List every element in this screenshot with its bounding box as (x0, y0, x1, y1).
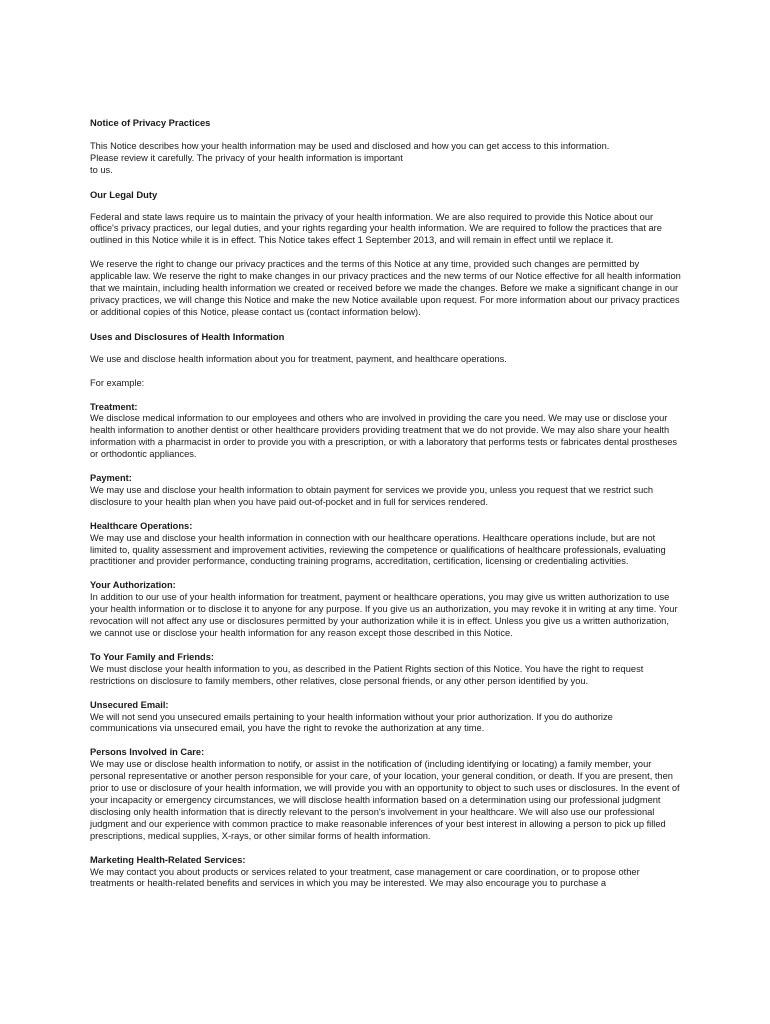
section-family-and-friends (90, 652, 682, 688)
uses-paragraph-1: We use and disclose health information about you for treatment, payment, and healthcare operations. (90, 353, 507, 364)
legal-duty-paragraph-1: Federal and state laws require us to maintain the privacy of your health information. We are also required to provide this Notice about our office's privacy practices, our legal duties, and your rights regarding your health information. We are required to follow the practices that are outlined in this Notice while it is in effect. This Notice takes effect 1 September 2013, and will remain in effect until we replace it. (90, 211, 662, 246)
section-payment (90, 473, 682, 509)
intro-line-3: to us. (90, 164, 113, 175)
section-text: We will not send you unsecured emails pertaining to your health information without your prior authorization. If you do authorize communications via unsecured email, you have the right to revoke the authorization at any time. (90, 711, 613, 734)
section-title: Unsecured Email: (90, 699, 169, 710)
section-title: Your Authorization: (90, 580, 176, 591)
section-text: We may use and disclose your health information in connection with our healthcare operations. Healthcare operations include, but are not limited to, quality assessment and improvement activities, reviewing the competence or qualifications of healthcare professionals, evaluating practitioner and provider performance, conducting training programs, accreditation, certification, licensing or credentialing activities. (90, 532, 666, 567)
section-text: We disclose medical information to our employees and others who are involved in providing the care you need. We may use or disclose your health information to another dentist or other healthcare providers providing treatment that we do not provide. We may also share your health information with a pharmacist in order to provide you with a prescription, or with a laboratory that performs tests or fabricates dental prostheses or orthodontic appliances. (90, 413, 678, 460)
intro-line-2: Please review it carefully. The privacy of your health information is important (90, 152, 403, 163)
section-title: Marketing Health-Related Services: (90, 854, 246, 865)
legal-duty-heading: Our Legal Duty (90, 188, 158, 200)
document-title: Notice of Privacy Practices (90, 117, 211, 128)
section-your-authorization (90, 580, 682, 640)
section-text: We must disclose your health information to you, as described in the Patient Rights section of this Notice. You have the right to request restrictions on disclosure to family members, other relatives, close personal friends, or any other person identified by you. (90, 663, 644, 686)
uses-paragraph-2: For example: (90, 377, 145, 388)
section-marketing-health-related-services (90, 855, 682, 891)
section-title: Persons Involved in Care: (90, 747, 205, 758)
section-text: We may contact you about products or services related to your treatment, case management or care coordination, or to propose other treatments or health-related benefits and services in which you may be interested. We may also encourage you to purchase a (90, 866, 640, 889)
legal-duty-paragraph-2: We reserve the right to change our privacy practices and the terms of this Notice at any time, provided such changes are permitted by applicable law. We reserve the right to make changes in our privacy practices and the new terms of our Notice effective for all health information that we maintain, including health information we created or received before we made the changes. Before we make a significant change in our privacy practices, we will change this Notice and make the new Notice available upon request. For more information about our privacy practices or additional copies of this Notice, please contact us (contact information below). (90, 259, 681, 317)
section-title: To Your Family and Friends: (90, 651, 214, 662)
intro-paragraph (90, 141, 682, 177)
intro-line-1: This Notice describes how your health information may be used and disclosed and how you can get access to this information. (90, 140, 610, 151)
section-title: Healthcare Operations: (90, 520, 193, 531)
section-title: Treatment: (90, 401, 138, 412)
section-persons-involved-in-care (90, 747, 682, 842)
document-content (90, 117, 682, 902)
section-title: Payment: (90, 473, 132, 484)
uses-heading: Uses and Disclosures of Health Information (90, 330, 285, 342)
section-healthcare-operations (90, 521, 682, 569)
section-unsecured-email (90, 700, 682, 736)
section-text: We may use and disclose your health information to obtain payment for services we provide you, unless you request that we restrict such disclosure to your health plan when you have paid out-of-pocket and in full for services rendered. (90, 484, 654, 507)
section-treatment (90, 402, 682, 462)
section-text: We may use or disclose health information to notify, or assist in the notification of (including identifying or locating) a family member, your personal representative or another person responsible for your care, of your location, your general condition, or death. If you are present, then prior to use or disclosure of your health information, we will provide you with an opportunity to object to such uses or disclosures. In the event of your incapacity or emergency circumstances, we will disclose health information based on a determination using our professional judgment disclosing only health information that is directly relevant to the person's involvement in your healthcare. We will also use our professional judgment and our experience with common practice to make reasonable inferences of your best interest in allowing a person to pick up filled prescriptions, medical supplies, X-rays, or other similar forms of health information. (90, 759, 680, 841)
section-text: In addition to our use of your health information for treatment, payment or healthcare operations, you may give us written authorization to use your health information or to disclose it to anyone for any purpose. If you give us an authorization, you may revoke it in writing at any time. Your revocation will not affect any use or disclosures permitted by your authorization while it is in effect. Unless you give us a written authorization, we cannot use or disclose your health information for any reason except those described in this Notice. (90, 592, 678, 638)
